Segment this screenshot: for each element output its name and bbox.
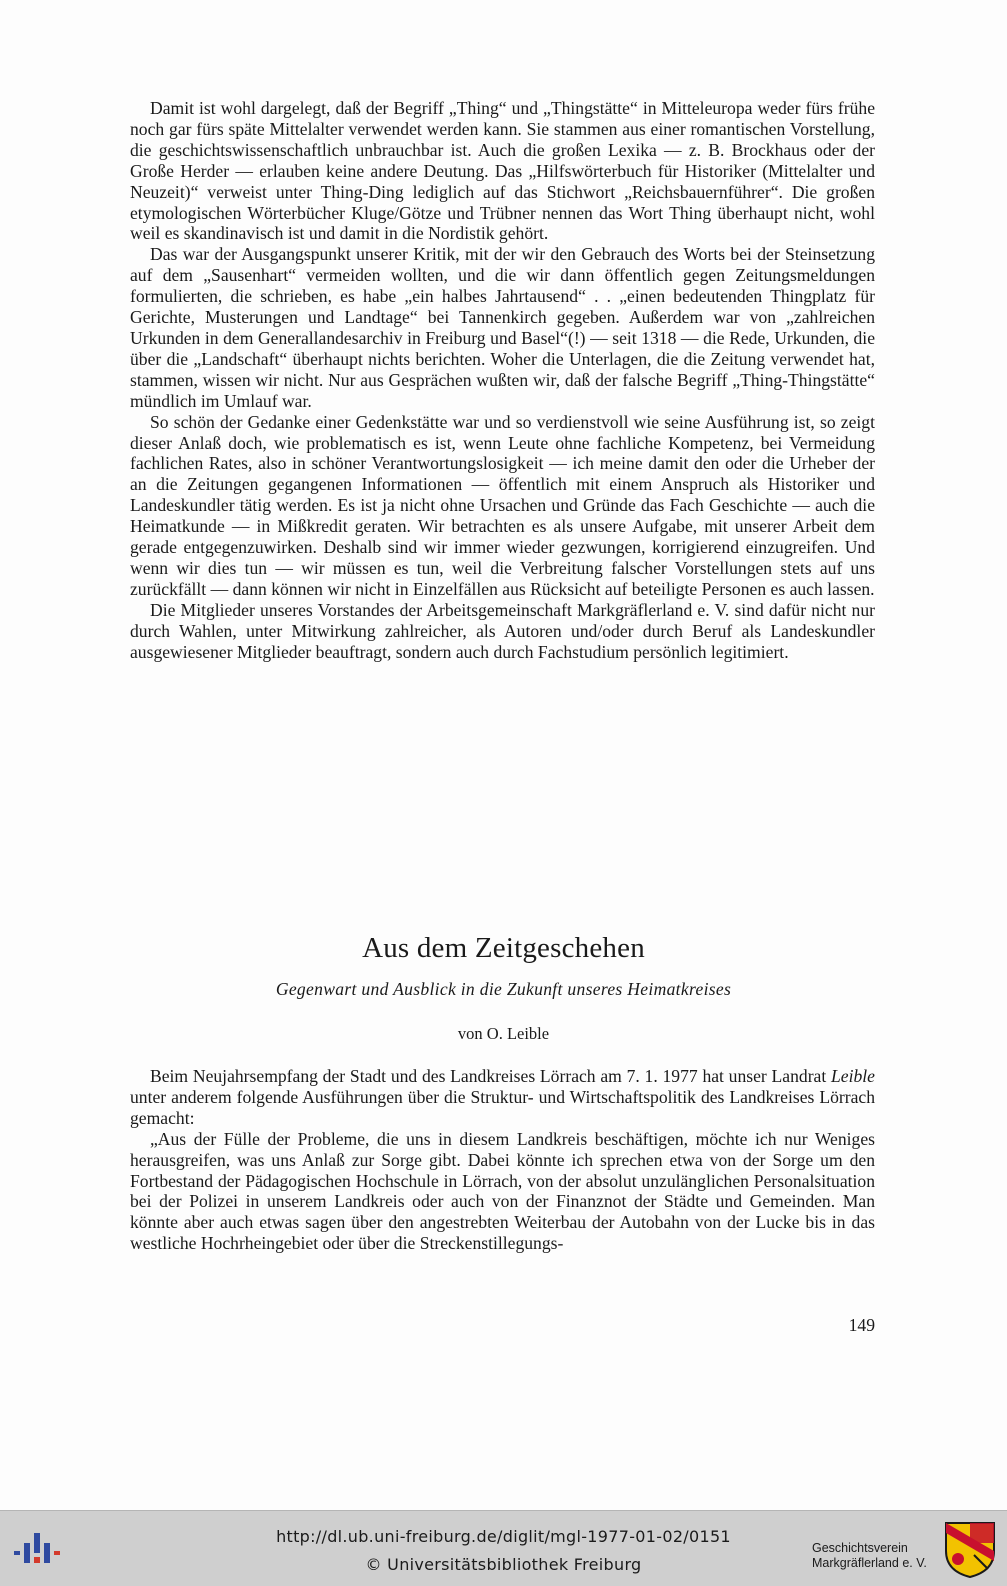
society-name	[812, 1541, 932, 1571]
society-line: Markgräflerland e. V.	[812, 1556, 927, 1570]
paragraph	[130, 1066, 875, 1129]
article-author: von O. Leible	[457, 1024, 550, 1043]
copyright-text: © Universitätsbibliothek Freiburg	[365, 1555, 642, 1574]
paragraph: So schön der Gedanke einer Gedenkstätte war und so verdienstvoll wie seine Ausführung ist, so zeigt dieser Anlaß doch, wie problematisch es ist, wenn Leute ohne fachliche Kompetenz, bei Vermeidung fachlichen Rates, also in schöner Verantwortungslosigkeit — ich meine damit den oder die Urheber der an die Zeitungen gegangenen Informationen — öffentlich mit einem Anspruch als Historiker und Landeskundler tätig werden. Es ist ja nicht ohne Ursachen und Gründe das Fach Geschichte — auch die Heimatkunde — in Mißkredit geraten. Wir betrachten es als unsere Aufgabe, mit unserer Arbeit dem gerade entgegenzuwirken. Deshalb sind wir immer wieder gezwungen, korrigierend einzugreifen. Und wenn wir dies tun — wir müssen es tun, weil die Verbreitung falscher Vorstellungen stets auf uns zurückfällt — dann können wir nicht in Einzelfällen aus Rücksicht auf beteiligte Personen es auch lassen.	[130, 411, 875, 599]
paragraph: Die Mitglieder unseres Vorstandes der Arbeitsgemeinschaft Markgräflerland e. V. sind dafür nicht nur durch Wahlen, unter Mitwirkung zahlreicher, als Autoren und/oder durch Beruf als Landeskundler ausgewiesener Mitglieder beauftragt, sondern auch durch Fachstudium persönlich legitimiert.	[130, 599, 875, 662]
paragraph-text: unter anderem folgende Ausführungen über die Struktur- und Wirtschaftspolitik des Landkreises Lörrach gemacht:	[130, 1086, 875, 1128]
society-line: Geschichtsverein	[812, 1541, 908, 1555]
paragraph: „Aus der Fülle der Probleme, die uns in diesem Landkreis beschäftigen, möchte ich nur Weniges herausgreifen, was uns Anlaß zur Sorge gibt. Dabei könnte ich sprechen etwa von der Sorge um den Fortbestand der Pädagogischen Hochschule in Lörrach, von der absolut unzulänglichen Personalsituation bei der Polizei in unserem Landkreis oder auch von der Finanznot der Städte und Gemeinden. Man könnte aber auch etwas sagen über den angestrebten Weiterbau der Autobahn von der Lucke bis in das westliche Hochrheingebiet oder über die Streckenstillegungs-	[130, 1128, 875, 1254]
article-top-text	[130, 98, 875, 662]
article-body-text	[130, 1066, 875, 1254]
page-number: 149	[848, 1315, 875, 1335]
article-title: Aus dem Zeitgeschehen	[362, 932, 645, 964]
article-subtitle: Gegenwart und Ausblick in die Zukunft unseres Heimatkreises	[275, 979, 732, 999]
footer-bar	[0, 1510, 1007, 1586]
paragraph: Damit ist wohl dargelegt, daß der Begriff „Thing“ und „Thingstätte“ in Mitteleuropa weder fürs frühe noch gar fürs späte Mittelalter verwendet werden kann. Sie stammen aus einer romantischen Vorstellung, die geschichtswissenschaftlich unbrauchbar ist. Auch die großen Lexika — z. B. Brockhaus oder der Große Herder — erlauben keine andere Deutung. Das „Hilfswörterbuch für Historiker (Mittelalter und Neuzeit)“ verweist unter Thing-Ding lediglich auf das Stichwort „Reichsbauernführer“. Die großen etymologischen Wörterbücher Kluge/Götze und Trübner nennen das Wort Thing überhaupt nicht, wohl weil es skandinavisch ist und damit in die Nordistik gehört.	[130, 98, 875, 244]
paragraph-text: Beim Neujahrsempfang der Stadt und des Landkreises Lörrach am 7. 1. 1977 hat unser Landrat	[150, 1066, 832, 1086]
paragraph: Das war der Ausgangspunkt unserer Kritik, mit der wir den Gebrauch des Worts bei der Steinsetzung auf dem „Sausenhart“ vermeiden wollten, und die wir dann öffentlich gegen Zeitungsmeldungen formulierten, die schrieben, es habe „ein halbes Jahrtausend“ . . „einen bedeutenden Thingplatz für Gerichte, Musterungen und Landtage“ bei Tannenkirch gegeben. Außerdem war von „zahlreichen Urkunden in dem Generallandesarchiv in Freiburg und Basel“(!) — seit 1318 — die Rede, Urkunden, die über die „Landschaft“ überhaupt nichts berichten. Woher die Unterlagen, die die Zeitung verwendet hat, stammen, wissen wir nicht. Nur aus Gesprächen wußten wir, daß der falsche Begriff „Thing-Thingstätte“ mündlich im Umlauf war.	[130, 244, 875, 411]
permalink-url[interactable]: http://dl.ub.uni-freiburg.de/diglit/mgl-1977-01-02/0151	[276, 1527, 731, 1546]
name-leible: Leible	[831, 1066, 875, 1086]
markgraeflerland-crest-icon	[944, 1521, 996, 1579]
